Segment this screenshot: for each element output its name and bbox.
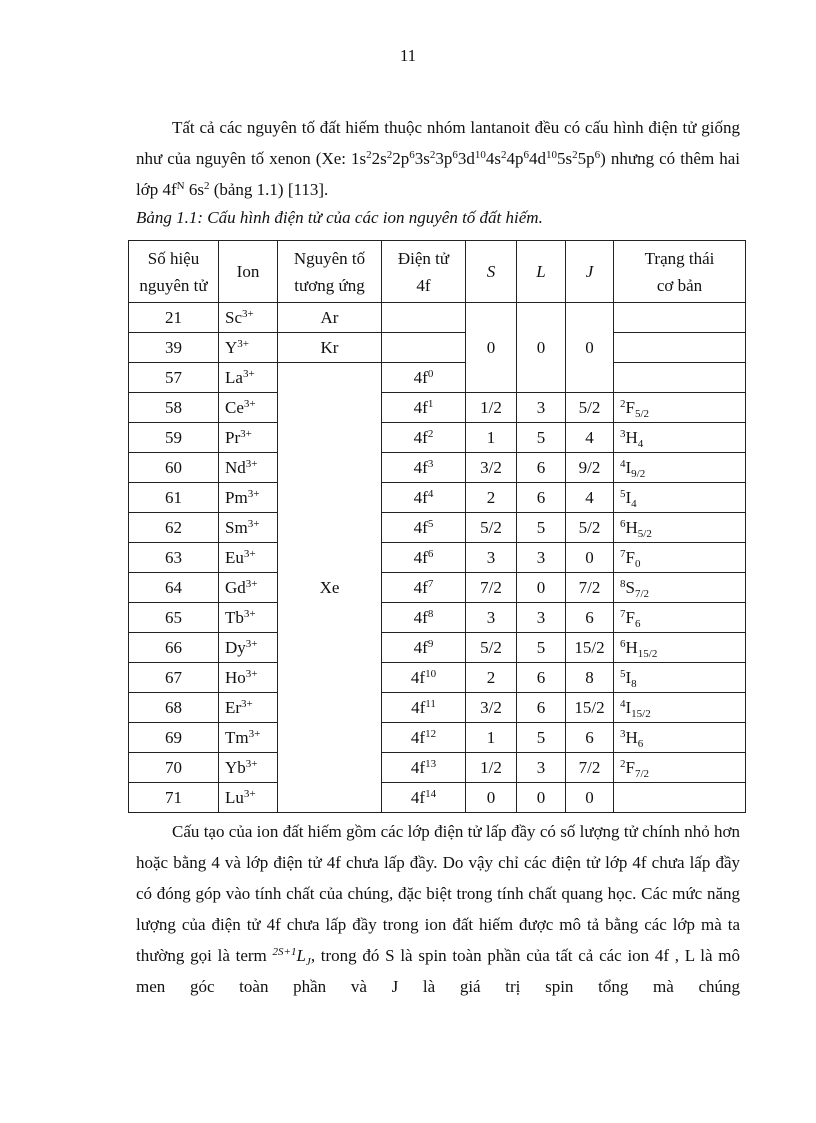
ion-charge: 3+ xyxy=(242,307,254,320)
electron-4f-cell xyxy=(382,333,466,363)
ion-charge: 3+ xyxy=(237,337,249,350)
term-letter: I xyxy=(625,487,632,507)
term-multiplicity: 3 xyxy=(620,427,626,440)
atomic-number-cell: 64 xyxy=(129,573,219,603)
electron-4f-base: 4f xyxy=(410,667,426,687)
config-occupancy: 6 xyxy=(594,149,601,161)
term-j: 6 xyxy=(634,617,641,630)
ion-cell xyxy=(219,783,278,813)
table-row xyxy=(129,663,746,693)
table-row xyxy=(129,483,746,513)
table-row xyxy=(129,573,746,603)
electron-4f-cell xyxy=(382,633,466,663)
electron-4f-cell xyxy=(382,783,466,813)
ion-charge: 3+ xyxy=(245,637,258,650)
config-orbital: 4p xyxy=(506,149,524,168)
term-multiplicity: 4 xyxy=(620,457,626,470)
total-j-cell: 6 xyxy=(566,603,614,633)
intro-sup-n: N xyxy=(176,180,185,192)
spin-s-cell: 5/2 xyxy=(466,513,517,543)
config-orbital: 3s xyxy=(414,149,430,168)
config-occupancy: 2 xyxy=(366,149,372,161)
electron-4f-base: 4f xyxy=(413,577,428,597)
spin-s-cell: 3/2 xyxy=(466,453,517,483)
atomic-number-cell: 57 xyxy=(129,363,219,393)
electron-4f-base: 4f xyxy=(413,637,428,657)
electron-4f-base: 4f xyxy=(413,547,428,567)
ground-state-cell xyxy=(614,333,746,363)
term-letter: H xyxy=(625,427,638,447)
ion-symbol: Yb xyxy=(225,757,246,777)
term-letter: F xyxy=(625,397,635,417)
total-j-cell: 0 xyxy=(566,303,614,393)
config-orbital: 3p xyxy=(435,149,453,168)
ground-state-cell xyxy=(614,513,746,543)
ground-state-cell xyxy=(614,303,746,333)
ion-symbol: Y xyxy=(225,337,238,357)
config-orbital: 5s xyxy=(557,149,573,168)
ion-cell xyxy=(219,723,278,753)
ion-charge: 3+ xyxy=(245,577,258,590)
config-orbital: 3d xyxy=(457,149,475,168)
orbital-l-cell: 5 xyxy=(517,513,566,543)
electron-4f-count: 8 xyxy=(427,607,434,620)
table-row xyxy=(129,393,746,423)
total-j-cell: 0 xyxy=(566,783,614,813)
intro-sup-2: 2 xyxy=(203,180,210,192)
term-letter: H xyxy=(625,727,638,747)
term-j: 4 xyxy=(631,497,637,510)
electron-4f-count: 9 xyxy=(427,637,434,650)
ion-symbol: Dy xyxy=(225,637,246,657)
atomic-number-cell: 60 xyxy=(129,453,219,483)
ion-symbol: Gd xyxy=(225,577,246,597)
ion-charge: 3+ xyxy=(245,457,258,470)
atomic-number-cell: 67 xyxy=(129,663,219,693)
body-text-1: Cấu tạo của ion đất hiếm gồm các lớp điện tử lấp đầy có số lượng tử chính nhỏ hơn hoặc bằng 4 và lớp điện tử 4f chưa lấp đầy. Do vậy chỉ các điện tử lớp 4f chưa lấp đầy có đóng góp vào tính chất của chúng, đặc biệt trong tính chất quang học. Các mức năng lượng của điện tử 4f chưa lấp đầy trong ion đất hiếm được mô tả bằng các lớp mà ta thường gọi là term xyxy=(136,822,740,965)
electron-4f-cell xyxy=(382,303,466,333)
ion-charge: 3+ xyxy=(243,397,256,410)
orbital-l-cell: 3 xyxy=(517,543,566,573)
electron-4f-cell xyxy=(382,393,466,423)
spin-s-cell: 1 xyxy=(466,423,517,453)
atomic-number-cell: 58 xyxy=(129,393,219,423)
electron-4f-count: 14 xyxy=(425,787,437,800)
atomic-number-cell: 70 xyxy=(129,753,219,783)
table-row xyxy=(129,513,746,543)
ion-charge: 3+ xyxy=(247,517,260,530)
electron-4f-base: 4f xyxy=(410,727,426,747)
spin-s-cell: 1/2 xyxy=(466,753,517,783)
term-multiplicity: 6 xyxy=(620,637,626,650)
total-j-cell: 15/2 xyxy=(566,693,614,723)
term-multiplicity: 5 xyxy=(620,487,626,500)
ion-symbol: Ce xyxy=(225,397,244,417)
ground-state-cell xyxy=(614,603,746,633)
term-multiplicity: 8 xyxy=(620,577,626,590)
table-row xyxy=(129,423,746,453)
electron-4f-count: 0 xyxy=(427,367,434,380)
atomic-number-cell: 69 xyxy=(129,723,219,753)
spin-s-cell: 1 xyxy=(466,723,517,753)
ion-cell xyxy=(219,453,278,483)
term-multiplicity: 6 xyxy=(620,517,626,530)
orbital-l-cell: 0 xyxy=(517,303,566,393)
table-row xyxy=(129,453,746,483)
total-j-cell: 15/2 xyxy=(566,633,614,663)
ion-cell xyxy=(219,603,278,633)
electron-4f-cell xyxy=(382,753,466,783)
electron-4f-cell xyxy=(382,423,466,453)
orbital-l-cell: 3 xyxy=(517,603,566,633)
electron-4f-base: 4f xyxy=(413,397,428,417)
electron-4f-cell xyxy=(382,363,466,393)
config-orbital: 4d xyxy=(529,149,547,168)
header-element: Nguyên tố tương ứng xyxy=(278,241,382,303)
spin-s-cell: 3/2 xyxy=(466,693,517,723)
atomic-number-cell: 61 xyxy=(129,483,219,513)
config-occupancy: 2 xyxy=(501,149,507,161)
ion-charge: 3+ xyxy=(241,697,253,710)
term-j: 8 xyxy=(631,677,637,690)
ion-cell xyxy=(219,303,278,333)
atomic-number-cell: 62 xyxy=(129,513,219,543)
config-occupancy: 10 xyxy=(474,149,486,161)
orbital-l-cell: 5 xyxy=(517,633,566,663)
ion-charge: 3+ xyxy=(245,757,258,770)
header-j: J xyxy=(566,241,614,303)
ion-cell xyxy=(219,753,278,783)
header-atomic-number: Số hiệu nguyên tử xyxy=(129,241,219,303)
spin-s-cell: 0 xyxy=(466,303,517,393)
header-l: L xyxy=(517,241,566,303)
term-j: 6 xyxy=(637,737,644,750)
ion-charge: 3+ xyxy=(243,547,256,560)
ion-symbol: Tm xyxy=(225,727,249,747)
table-row xyxy=(129,543,746,573)
config-occupancy: 6 xyxy=(523,149,530,161)
header-s: S xyxy=(466,241,517,303)
term-letter: H xyxy=(625,517,638,537)
term-symbol: $^{2S+1}L_J$ xyxy=(272,946,311,968)
total-j-cell: 4 xyxy=(566,423,614,453)
ground-state-cell xyxy=(614,483,746,513)
electron-4f-base: 4f xyxy=(413,517,428,537)
orbital-l-cell: 0 xyxy=(517,783,566,813)
electron-4f-base: 4f xyxy=(411,697,426,717)
table-header-row xyxy=(129,241,746,303)
term-j: 5/2 xyxy=(634,407,650,420)
ion-symbol: Sc xyxy=(225,307,242,327)
electron-4f-count: 12 xyxy=(425,727,437,740)
term-multiplicity: 7 xyxy=(620,607,626,620)
electron-4f-count: 4 xyxy=(427,487,434,500)
total-j-cell: 5/2 xyxy=(566,513,614,543)
ground-state-cell xyxy=(614,633,746,663)
table-row xyxy=(129,603,746,633)
term-letter: I xyxy=(625,457,632,477)
term-j: 7/2 xyxy=(634,587,650,600)
ion-cell xyxy=(219,513,278,543)
ion-charge: 3+ xyxy=(247,487,260,500)
config-occupancy: 2 xyxy=(386,149,393,161)
table-caption: Bảng 1.1: Cấu hình điện tử của các ion nguyên tố đất hiếm. xyxy=(136,208,543,227)
config-orbital: 2s xyxy=(371,149,387,168)
electron-4f-count: 2 xyxy=(427,427,434,440)
term-letter: H xyxy=(625,637,638,657)
table-row xyxy=(129,753,746,783)
ion-symbol: Sm xyxy=(225,517,248,537)
ion-charge: 3+ xyxy=(245,667,258,680)
total-j-cell: 8 xyxy=(566,663,614,693)
orbital-l-cell: 0 xyxy=(517,573,566,603)
atomic-number-cell: 59 xyxy=(129,423,219,453)
ion-symbol: Tb xyxy=(225,607,244,627)
config-orbital: 5p xyxy=(577,149,595,168)
term-j: 0 xyxy=(634,557,641,570)
electron-4f-count: 10 xyxy=(425,667,437,680)
electron-4f-count: 3 xyxy=(427,457,434,470)
ion-symbol: Eu xyxy=(225,547,244,567)
ion-cell xyxy=(219,393,278,423)
total-j-cell: 9/2 xyxy=(566,453,614,483)
term-j: 15/2 xyxy=(631,707,651,720)
ion-cell xyxy=(219,333,278,363)
ion-charge: 3+ xyxy=(248,727,261,740)
total-j-cell: 0 xyxy=(566,543,614,573)
term-multiplicity: 2 xyxy=(620,397,626,410)
spin-s-cell: 5/2 xyxy=(466,633,517,663)
ion-charge: 3+ xyxy=(243,607,256,620)
electron-4f-base: 4f xyxy=(410,757,426,777)
electron-4f-cell xyxy=(382,513,466,543)
electron-4f-cell xyxy=(382,573,466,603)
element-cell: Ar xyxy=(278,303,382,333)
total-j-cell: 6 xyxy=(566,723,614,753)
ground-state-cell xyxy=(614,423,746,453)
page-number: 11 xyxy=(399,46,417,65)
electron-4f-count: 6 xyxy=(427,547,434,560)
total-j-cell: 7/2 xyxy=(566,573,614,603)
electron-4f-count: 11 xyxy=(425,697,436,710)
table-row xyxy=(129,693,746,723)
intro-paragraph xyxy=(136,112,740,205)
orbital-l-cell: 6 xyxy=(517,483,566,513)
ground-state-cell xyxy=(614,663,746,693)
electron-4f-count: 5 xyxy=(427,517,434,530)
ion-cell xyxy=(219,423,278,453)
electron-4f-base: 4f xyxy=(413,427,428,447)
term-j: 4 xyxy=(637,437,644,450)
ion-charge: 3+ xyxy=(243,787,256,800)
orbital-l-cell: 6 xyxy=(517,453,566,483)
intro-text-4: (bảng 1.1) [113]. xyxy=(209,180,329,199)
electron-4f-cell xyxy=(382,483,466,513)
ground-state-cell xyxy=(614,783,746,813)
term-letter: S xyxy=(625,577,635,597)
spin-s-cell: 0 xyxy=(466,783,517,813)
table-row xyxy=(129,303,746,333)
term-multiplicity: 7 xyxy=(620,547,626,560)
atomic-number-cell: 66 xyxy=(129,633,219,663)
electron-4f-base: 4f xyxy=(413,457,428,477)
spin-s-cell: 2 xyxy=(466,663,517,693)
ground-state-cell xyxy=(614,753,746,783)
term-letter: F xyxy=(625,547,635,567)
ion-cell xyxy=(219,543,278,573)
intro-text-2: ) nhưng có thêm hai lớp 4f xyxy=(136,149,740,199)
element-cell-xe: Xe xyxy=(278,363,382,813)
table-row xyxy=(129,333,746,363)
table-row xyxy=(129,633,746,663)
total-j-cell: 4 xyxy=(566,483,614,513)
spin-s-cell: 7/2 xyxy=(466,573,517,603)
electron-4f-cell xyxy=(382,693,466,723)
intro-text-3: 6s xyxy=(184,180,204,199)
config-orbital: 4s xyxy=(485,149,502,168)
ground-state-cell xyxy=(614,393,746,423)
ground-state-cell xyxy=(614,693,746,723)
term-letter: I xyxy=(625,667,632,687)
config-occupancy: 2 xyxy=(572,149,578,161)
term-letter: F xyxy=(625,607,635,627)
ion-charge: 3+ xyxy=(242,367,255,380)
ion-cell xyxy=(219,693,278,723)
electron-4f-count: 13 xyxy=(425,757,437,770)
term-j: 9/2 xyxy=(631,467,646,480)
electron-4f-cell xyxy=(382,603,466,633)
orbital-l-cell: 5 xyxy=(517,723,566,753)
term-letter: I xyxy=(625,697,632,717)
electron-4f-base: 4f xyxy=(410,787,426,807)
term-j: 15/2 xyxy=(637,647,658,660)
electron-4f-cell xyxy=(382,663,466,693)
config-occupancy: 2 xyxy=(429,149,436,161)
atomic-number-cell: 71 xyxy=(129,783,219,813)
ion-symbol: La xyxy=(225,367,243,387)
header-ground-state: Trạng thái cơ bản xyxy=(614,241,746,303)
ion-cell xyxy=(219,573,278,603)
electron-4f-base: 4f xyxy=(413,607,428,627)
term-multiplicity: 2 xyxy=(620,757,626,770)
element-cell: Kr xyxy=(278,333,382,363)
electron-4f-count: 7 xyxy=(427,577,434,590)
config-occupancy: 10 xyxy=(546,149,558,161)
config-occupancy: 6 xyxy=(452,149,458,161)
atomic-number-cell: 63 xyxy=(129,543,219,573)
term-letter: F xyxy=(625,757,635,777)
ground-state-cell xyxy=(614,453,746,483)
ion-symbol: Pr xyxy=(225,427,241,447)
term-j: 7/2 xyxy=(634,767,650,780)
electron-4f-base: 4f xyxy=(413,487,428,507)
orbital-l-cell: 6 xyxy=(517,663,566,693)
body-paragraph xyxy=(136,816,740,1002)
orbital-l-cell: 5 xyxy=(517,423,566,453)
ion-cell xyxy=(219,633,278,663)
orbital-l-cell: 3 xyxy=(517,393,566,423)
spin-s-cell: 3 xyxy=(466,543,517,573)
ion-symbol: Nd xyxy=(225,457,246,477)
config-occupancy: 6 xyxy=(409,149,415,161)
atomic-number-cell: 39 xyxy=(129,333,219,363)
config-orbital: 2p xyxy=(392,149,410,168)
term-multiplicity: 4 xyxy=(620,697,626,710)
ion-configuration-table xyxy=(128,240,746,813)
header-ion: Ion xyxy=(219,241,278,303)
ion-symbol: Ho xyxy=(225,667,246,687)
ion-cell xyxy=(219,663,278,693)
orbital-l-cell: 6 xyxy=(517,693,566,723)
atomic-number-cell: 65 xyxy=(129,603,219,633)
spin-s-cell: 2 xyxy=(466,483,517,513)
electron-4f-cell xyxy=(382,723,466,753)
ground-state-cell xyxy=(614,573,746,603)
ground-state-cell xyxy=(614,723,746,753)
atomic-number-cell: 68 xyxy=(129,693,219,723)
electron-4f-cell xyxy=(382,453,466,483)
orbital-l-cell: 3 xyxy=(517,753,566,783)
electron-4f-base: 4f xyxy=(413,367,428,387)
intro-text-1: Tất cả các nguyên tố đất hiếm thuộc nhóm lantanoit đều có cấu hình điện tử giống như của nguyên tố xenon (Xe: 1s xyxy=(136,118,740,168)
ion-cell xyxy=(219,483,278,513)
electron-4f-count: 1 xyxy=(427,397,434,410)
spin-s-cell: 1/2 xyxy=(466,393,517,423)
term-j: 5/2 xyxy=(637,527,652,540)
electron-4f-cell xyxy=(382,543,466,573)
ion-cell xyxy=(219,363,278,393)
term-multiplicity: 5 xyxy=(620,667,626,680)
term-multiplicity: 3 xyxy=(620,727,626,740)
table-row xyxy=(129,723,746,753)
body-text-2: , trong đó S là spin toàn phần của tất cả các ion 4f , L là mô men góc toàn phần và J là giá trị spin tổng mà chúng xyxy=(136,946,740,996)
table-row xyxy=(129,363,746,393)
spin-s-cell: 3 xyxy=(466,603,517,633)
ion-charge: 3+ xyxy=(240,427,252,440)
total-j-cell: 5/2 xyxy=(566,393,614,423)
total-j-cell: 7/2 xyxy=(566,753,614,783)
atomic-number-cell: 21 xyxy=(129,303,219,333)
ground-state-cell xyxy=(614,363,746,393)
ion-symbol: Pm xyxy=(225,487,248,507)
ion-symbol: Er xyxy=(225,697,242,717)
xenon-configuration xyxy=(366,149,600,168)
header-4f-electrons: Điện tử 4f xyxy=(382,241,466,303)
ion-symbol: Lu xyxy=(225,787,244,807)
ground-state-cell xyxy=(614,543,746,573)
table-row xyxy=(129,783,746,813)
